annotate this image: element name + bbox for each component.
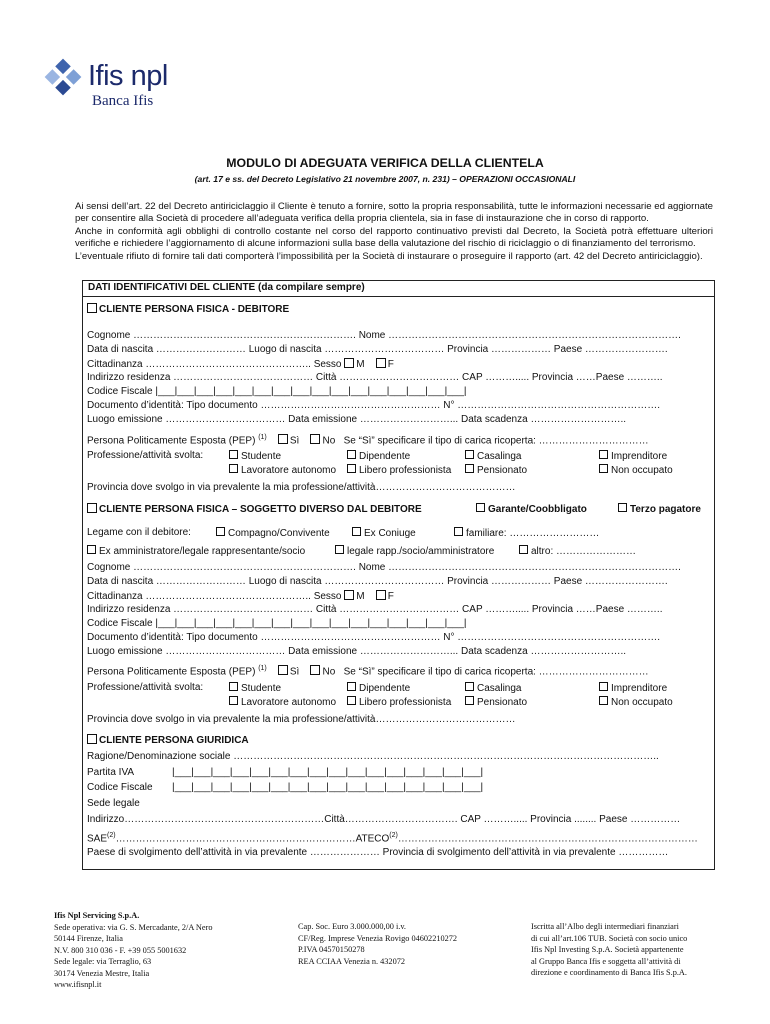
- legame-option-label: legale rapp./socio/amministratore: [347, 546, 495, 557]
- checkbox[interactable]: [454, 527, 463, 536]
- prof-option[interactable]: [465, 682, 521, 694]
- prof-option-label: Lavoratore autonomo: [241, 697, 337, 708]
- checkbox[interactable]: [87, 734, 97, 744]
- cittadinanza-field[interactable]: [87, 590, 394, 603]
- partita-iva-field[interactable]: |___|___|___|___|___|___|___|___|___|___|___|___|___|___|___|___|: [172, 767, 484, 778]
- footer-line: Ifis Npl Investing S.p.A. Società appartenente: [531, 945, 684, 954]
- sesso-m-checkbox[interactable]: [344, 358, 354, 368]
- checkbox[interactable]: [465, 682, 474, 691]
- legame-option-label: familiare: ………………………: [466, 528, 600, 539]
- checkbox[interactable]: [599, 682, 608, 691]
- indirizzo-field[interactable]: Indirizzo residenza …………………………………… Città ……………………………… CAP ………..... Provincia ……Paese ………..: [87, 372, 663, 383]
- ateco-field[interactable]: ………………………………………………………………………………: [397, 833, 698, 845]
- pep-row: [87, 663, 649, 678]
- pep-si-checkbox[interactable]: [278, 665, 288, 675]
- prof-option[interactable]: [347, 696, 451, 708]
- terzo-pagatore-label: Terzo pagatore: [630, 504, 701, 515]
- prof-option[interactable]: [599, 450, 667, 462]
- paese-provincia-field[interactable]: Paese di svolgimento dell’attività in via prevalente ………………… Provincia di svolgimento dell’attività in via prevalente ……………: [87, 847, 669, 858]
- page-subtitle: (art. 17 e ss. del Decreto Legislativo 21 novembre 2007, n. 231) – OPERAZIONI OCCASIONALI: [194, 174, 576, 184]
- prof-option[interactable]: [465, 450, 521, 462]
- pep-note: (1): [258, 665, 267, 672]
- indirizzo-field[interactable]: Indirizzo residenza …………………………………… Città ……………………………… CAP ………..... Provincia ……Paese ………..: [87, 604, 663, 615]
- checkbox[interactable]: [599, 696, 608, 705]
- prof-option-label: Pensionato: [477, 465, 528, 476]
- prof-option-label: Casalinga: [477, 451, 522, 462]
- emissione-field[interactable]: Luogo emissione ……………………………… Data emissione ………………………... Data scadenza ………………………..: [87, 646, 627, 657]
- pep-si-label: Sì: [289, 666, 300, 678]
- professione-label: Professione/attività svolta:: [87, 450, 204, 461]
- intro-paragraph: L’eventuale rifiuto di fornire tali dati comporterà l’impossibilità per la Società di instaurare o proseguire il rapporto (art. 42 del Decreto antiriciclaggio).: [75, 250, 703, 262]
- pep-label: Persona Politicamente Esposta (PEP): [87, 666, 256, 678]
- ateco-label: ………………………………………………………………ATECO: [115, 833, 390, 845]
- pep-si-label: Sì: [289, 435, 300, 447]
- footer-line: Sede legale: via Terraglio, 63: [54, 957, 152, 966]
- nascita-field[interactable]: Data di nascita ……………………… Luogo di nascita ……………………………… Provincia ……………… Paese …………………….: [87, 344, 668, 355]
- prof-option[interactable]: [229, 464, 336, 476]
- legame-label: Legame con il debitore:: [87, 527, 191, 538]
- sesso-m-label: M: [356, 359, 365, 370]
- footer-line: al Gruppo Banca Ifis e soggetta all’attività di: [531, 956, 681, 966]
- cognome-nome-field[interactable]: Cognome …………………………………………………………. Nome …………………………………………………………………………….: [87, 562, 681, 573]
- pep-note: (1): [258, 434, 267, 441]
- footer-line: di cui all’art.106 TUB. Società con socio unico: [531, 933, 688, 943]
- prof-option-label: Non occupato: [611, 465, 673, 476]
- footer-line: CF/Reg. Imprese Venezia Rovigo 04602210272: [298, 933, 458, 943]
- section-heading: CLIENTE PERSONA FISICA – SOGGETTO DIVERSO DAL DEBITORE: [99, 504, 422, 515]
- checkbox[interactable]: [87, 303, 97, 313]
- legame-option-label: Compagno/Convivente: [228, 528, 330, 539]
- cognome-nome-field[interactable]: Cognome …………………………………………………………. Nome …………………………………………………………………………….: [87, 330, 681, 341]
- footer-line: 50144 Firenze, Italia: [54, 934, 123, 943]
- sae-label: SAE: [87, 833, 108, 845]
- legame-option[interactable]: [519, 545, 636, 557]
- prof-option-label: Casalinga: [477, 683, 522, 694]
- codice-fiscale-field[interactable]: Codice Fiscale |___|___|___|___|___|___|___|___|___|___|___|___|___|___|___|___|: [87, 618, 467, 629]
- footer-line: REA CCIAA Venezia n. 432072: [298, 956, 406, 966]
- checkbox[interactable]: [465, 696, 474, 705]
- pep-si-checkbox[interactable]: [278, 434, 288, 444]
- checkbox[interactable]: [599, 450, 608, 459]
- legame-option[interactable]: [87, 545, 305, 557]
- footer-line: Iscritta all’Albo degli intermediari finanziari: [531, 922, 679, 931]
- intro-paragraph: Ai sensi dell’art. 22 del Decreto antiriciclaggio il Cliente è tenuto a fornire, sotto la propria responsabilità, tutte le informazioni necessarie ed aggiornate per consentire alla Società di procedere all’adeguata verifica della propria clientela, sia in fase di instaurazione che in corso di rapporto.: [75, 201, 713, 225]
- checkbox[interactable]: [87, 503, 97, 513]
- footer-company: [54, 910, 213, 991]
- prof-option-label: Imprenditore: [611, 683, 668, 694]
- pep-no-checkbox[interactable]: [310, 665, 320, 675]
- checkbox[interactable]: [618, 503, 627, 512]
- garante-option[interactable]: [476, 503, 587, 515]
- prof-option[interactable]: [347, 450, 410, 462]
- sesso-m-checkbox[interactable]: [344, 590, 354, 600]
- section-persona-fisica-debitore[interactable]: [87, 303, 289, 316]
- page-title: MODULO DI ADEGUATA VERIFICA DELLA CLIENTELA: [226, 156, 544, 170]
- checkbox[interactable]: [599, 464, 608, 473]
- prof-option-label: Non occupato: [611, 697, 673, 708]
- legame-option[interactable]: [352, 527, 416, 539]
- checkbox[interactable]: [87, 545, 96, 554]
- section-persona-fisica-soggetto-diverso[interactable]: [87, 503, 422, 516]
- footer-line: Cap. Soc. Euro 3.000.000,00 i.v.: [298, 922, 407, 931]
- legame-option[interactable]: [454, 527, 599, 539]
- prof-option-label: Lavoratore autonomo: [241, 465, 337, 476]
- checkbox[interactable]: [519, 545, 528, 554]
- prof-option-label: Libero professionista: [359, 697, 452, 708]
- checkbox[interactable]: [352, 527, 361, 536]
- sae-ateco-row[interactable]: [87, 830, 698, 845]
- footer-register: [531, 921, 687, 979]
- prof-option-label: Dipendente: [359, 451, 411, 462]
- sesso-f-checkbox[interactable]: [376, 590, 386, 600]
- checkbox[interactable]: [347, 682, 356, 691]
- legame-option-label: altro: ……………………: [531, 546, 637, 557]
- footer-website-link[interactable]: www.ifisnpl.it: [54, 980, 102, 989]
- sesso-f-checkbox[interactable]: [376, 358, 386, 368]
- cittadinanza-field[interactable]: [87, 358, 394, 371]
- footer-line: Ifis Npl Servicing S.p.A.: [54, 911, 140, 920]
- checkbox[interactable]: [229, 464, 238, 473]
- footer-line: Sede operativa: via G. S. Mercadante, 2/A Nero: [54, 922, 213, 932]
- pep-row: [87, 432, 649, 447]
- documento-field[interactable]: Documento d’identità: Tipo documento ……………………………………………… N° …………………………………………………….: [87, 400, 660, 411]
- prof-option[interactable]: [465, 464, 527, 476]
- footer-capital: [298, 921, 457, 967]
- legame-option-label: Ex amministratore/legale rappresentante/socio: [99, 546, 306, 557]
- cittadinanza-label: Cittadinanza ………………………………………….. Sesso: [87, 359, 342, 370]
- sae-note: (2): [107, 832, 116, 839]
- prof-option-label: Studente: [241, 683, 282, 694]
- prof-option[interactable]: [347, 682, 410, 694]
- pep-no-label: No: [322, 666, 336, 678]
- nascita-field[interactable]: Data di nascita ……………………… Luogo di nascita ……………………………… Provincia ……………… Paese …………………….: [87, 576, 668, 587]
- codice-fiscale-field[interactable]: Codice Fiscale |___|___|___|___|___|___|___|___|___|___|___|___|___|___|___|___|: [87, 386, 467, 397]
- checkbox[interactable]: [229, 696, 238, 705]
- prof-option-label: Dipendente: [359, 683, 411, 694]
- logo-subname: Banca Ifis: [92, 93, 154, 109]
- sede-legale-label: Sede legale: [87, 798, 140, 809]
- intro-text: [75, 201, 713, 263]
- prof-option[interactable]: [599, 464, 673, 476]
- prof-option-label: Pensionato: [477, 697, 528, 708]
- legame-option[interactable]: [335, 545, 494, 557]
- ateco-note: (2): [389, 832, 398, 839]
- indirizzo-field[interactable]: Indirizzo……………………………………………………Città……………………………. CAP ………..... Provincia ........ Paese ……………: [87, 814, 681, 825]
- pep-no-checkbox[interactable]: [310, 434, 320, 444]
- codice-fiscale-label: Codice Fiscale: [87, 782, 153, 793]
- garante-label: Garante/Coobbligato: [488, 504, 587, 515]
- prof-option[interactable]: [229, 682, 281, 694]
- prof-option[interactable]: [229, 450, 281, 462]
- provincia-prevalente-field[interactable]: Provincia dove svolgo in via prevalente la mia professione/attività……………………………………: [87, 482, 516, 493]
- checkbox[interactable]: [465, 464, 474, 473]
- prof-option-label: Studente: [241, 451, 282, 462]
- checkbox[interactable]: [347, 450, 356, 459]
- checkbox[interactable]: [476, 503, 485, 512]
- footer-line: 30174 Venezia Mestre, Italia: [54, 968, 150, 978]
- checkbox[interactable]: [229, 450, 238, 459]
- client-data-header-label: DATI IDENTIFICATIVI DEL CLIENTE (da compilare sempre): [88, 282, 365, 293]
- section-heading: CLIENTE PERSONA GIURIDICA: [99, 735, 249, 746]
- checkbox[interactable]: [335, 545, 344, 554]
- pep-label: Persona Politicamente Esposta (PEP): [87, 435, 256, 447]
- section-heading: CLIENTE PERSONA FISICA - DEBITORE: [99, 304, 290, 315]
- section-persona-giuridica[interactable]: [87, 734, 249, 747]
- client-data-header: [82, 280, 715, 297]
- ifis-logo-icon: [44, 58, 82, 96]
- sesso-f-label: F: [387, 591, 394, 602]
- ragione-sociale-field[interactable]: Ragione/Denominazione sociale ………………………………………………………………………………………………………………..: [87, 751, 659, 762]
- prof-option-label: Imprenditore: [611, 451, 668, 462]
- emissione-field[interactable]: Luogo emissione ……………………………… Data emissione ………………………... Data scadenza ………………………..: [87, 414, 627, 425]
- provincia-prevalente-field[interactable]: Provincia dove svolgo in via prevalente la mia professione/attività……………………………………: [87, 714, 516, 725]
- checkbox[interactable]: [465, 450, 474, 459]
- logo-name: Ifis npl: [88, 60, 168, 92]
- sesso-m-label: M: [356, 591, 365, 602]
- pep-no-label: No: [322, 435, 336, 447]
- footer-line: direzione e coordinamento di Banca Ifis S.p.A.: [531, 968, 687, 977]
- prof-option[interactable]: [229, 696, 336, 708]
- legame-option-label: Ex Coniuge: [364, 528, 416, 539]
- terzo-pagatore-option[interactable]: [618, 503, 701, 515]
- prof-option[interactable]: [599, 696, 673, 708]
- documento-field[interactable]: Documento d’identità: Tipo documento ……………………………………………… N° …………………………………………………….: [87, 632, 660, 643]
- legame-option[interactable]: [216, 527, 330, 539]
- pep-detail-field[interactable]: Se “Sì” specificare il tipo di carica ricoperta: ……………………………: [343, 666, 649, 678]
- sesso-f-label: F: [387, 359, 394, 370]
- intro-paragraph: Anche in conformità agli obblighi di controllo costante nel corso del rapporto continuativo previsti dal Decreto, la Società potrà effettuare ulteriori verifiche e richiedere l’aggiornamento di alcune informazioni sulla base della valutazione del rischio di riciclaggio o di finanziamento del terrorismo.: [75, 225, 713, 250]
- checkbox[interactable]: [229, 682, 238, 691]
- prof-option[interactable]: [347, 464, 451, 476]
- pep-detail-field[interactable]: Se “Sì” specificare il tipo di carica ricoperta: ……………………………: [343, 435, 649, 447]
- checkbox[interactable]: [347, 696, 356, 705]
- footer-line: P.IVA 04570150278: [298, 945, 365, 954]
- checkbox[interactable]: [216, 527, 225, 536]
- professione-label: Professione/attività svolta:: [87, 682, 204, 693]
- footer-line: N.V. 800 310 036 - F. +39 055 5001632: [54, 945, 187, 955]
- prof-option[interactable]: [599, 682, 667, 694]
- partita-iva-label: Partita IVA: [87, 767, 135, 778]
- prof-option-label: Libero professionista: [359, 465, 452, 476]
- cittadinanza-label: Cittadinanza ………………………………………….. Sesso: [87, 591, 342, 602]
- checkbox[interactable]: [347, 464, 356, 473]
- codice-fiscale-field[interactable]: |___|___|___|___|___|___|___|___|___|___|___|___|___|___|___|___|: [172, 782, 484, 793]
- prof-option[interactable]: [465, 696, 527, 708]
